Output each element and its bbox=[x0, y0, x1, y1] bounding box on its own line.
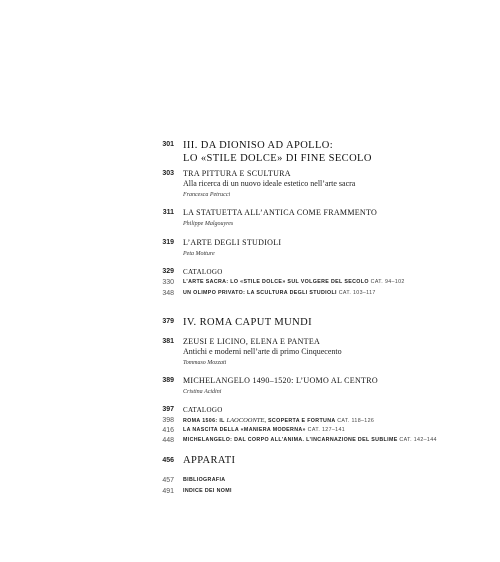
page-number: 319 bbox=[162, 239, 174, 246]
chapter-title: MICHELANGELO 1490–1520: L’UOMO AL CENTRO bbox=[183, 376, 378, 385]
chapter-author: Peta Motture bbox=[183, 251, 215, 257]
page-number: 381 bbox=[162, 338, 174, 345]
section-title-line-1: IV. ROMA CAPUT MUNDI bbox=[183, 317, 312, 328]
section-title-line-2: LO «STILE DOLCE» DI FINE SECOLO bbox=[183, 153, 372, 164]
chapter-title: TRA PITTURA E SCULTURA bbox=[183, 169, 291, 178]
catalogo-item-italic-title: LAOCOONTE bbox=[226, 417, 265, 424]
page-number: 303 bbox=[162, 170, 174, 177]
chapter-author: Philippe Malgouyres bbox=[183, 221, 234, 227]
page-number: 397 bbox=[162, 406, 174, 413]
page-number: 457 bbox=[162, 477, 174, 484]
page-number: 389 bbox=[162, 377, 174, 384]
page-number: 398 bbox=[162, 417, 174, 424]
catalogo-heading: CATALOGO bbox=[183, 406, 223, 414]
catalogo-item-ref: CAT. 118–126 bbox=[337, 418, 375, 424]
page-number: 456 bbox=[162, 457, 174, 464]
page-number: 329 bbox=[162, 268, 174, 275]
catalogo-heading: CATALOGO bbox=[183, 268, 223, 276]
chapter-subtitle: Alla ricerca di un nuovo ideale estetico nell’arte sacra bbox=[183, 179, 356, 188]
catalogo-item-ref: CAT. 142–144 bbox=[399, 437, 437, 443]
chapter-author: Tommaso Mozzati bbox=[183, 360, 227, 366]
page-number: 491 bbox=[162, 488, 174, 495]
catalogo-item-ref: CAT. 127–141 bbox=[307, 427, 346, 433]
page-number: 416 bbox=[162, 427, 174, 434]
apparati-heading: APPARATI bbox=[183, 455, 236, 466]
page-number: 348 bbox=[162, 290, 174, 297]
catalogo-item-text: , SCOPERTA E FORTUNA bbox=[264, 418, 336, 424]
catalogo-item-text: LA NASCITA DELLA «MANIERA MODERNA» bbox=[183, 427, 306, 433]
section-title-line-1: III. DA DIONISO AD APOLLO: bbox=[183, 140, 334, 151]
chapter-subtitle: Antichi e moderni nell’arte di primo Cinquecento bbox=[183, 347, 342, 356]
chapter-title: ZEUSI E LICINO, ELENA E PANTEA bbox=[183, 337, 321, 346]
chapter-author: Cristina Acidini bbox=[183, 389, 222, 395]
catalogo-item-text: UN OLIMPO PRIVATO: LA SCULTURA DEGLI STUDIOLI bbox=[183, 290, 337, 296]
apparati-item-text: INDICE DEI NOMI bbox=[183, 488, 232, 494]
catalogo-item-ref: CAT. 94–102 bbox=[370, 279, 405, 285]
page-number: 330 bbox=[162, 279, 174, 286]
page-number: 448 bbox=[162, 437, 174, 444]
chapter-title: LA STATUETTA ALL’ANTICA COME FRAMMENTO bbox=[183, 208, 378, 217]
page-number: 311 bbox=[162, 209, 174, 216]
catalogo-item-text: MICHELANGELO: DAL CORPO ALL’ANIMA. L’INCARNAZIONE DEL SUBLIME bbox=[183, 437, 398, 443]
catalogo-item-ref: CAT. 103–117 bbox=[338, 290, 376, 296]
apparati-item-text: BIBLIOGRAFIA bbox=[183, 477, 226, 483]
catalogo-item-text: L’ARTE SACRA: LO «STILE DOLCE» SUL VOLGERE DEL SECOLO bbox=[183, 279, 369, 285]
chapter-author: Francesca Petrucci bbox=[183, 192, 231, 198]
page-number: 379 bbox=[162, 318, 174, 325]
chapter-title: L’ARTE DEGLI STUDIOLI bbox=[183, 238, 282, 247]
catalogo-item-prefix: ROMA 1506: IL bbox=[183, 418, 227, 424]
page-number: 301 bbox=[162, 141, 174, 148]
